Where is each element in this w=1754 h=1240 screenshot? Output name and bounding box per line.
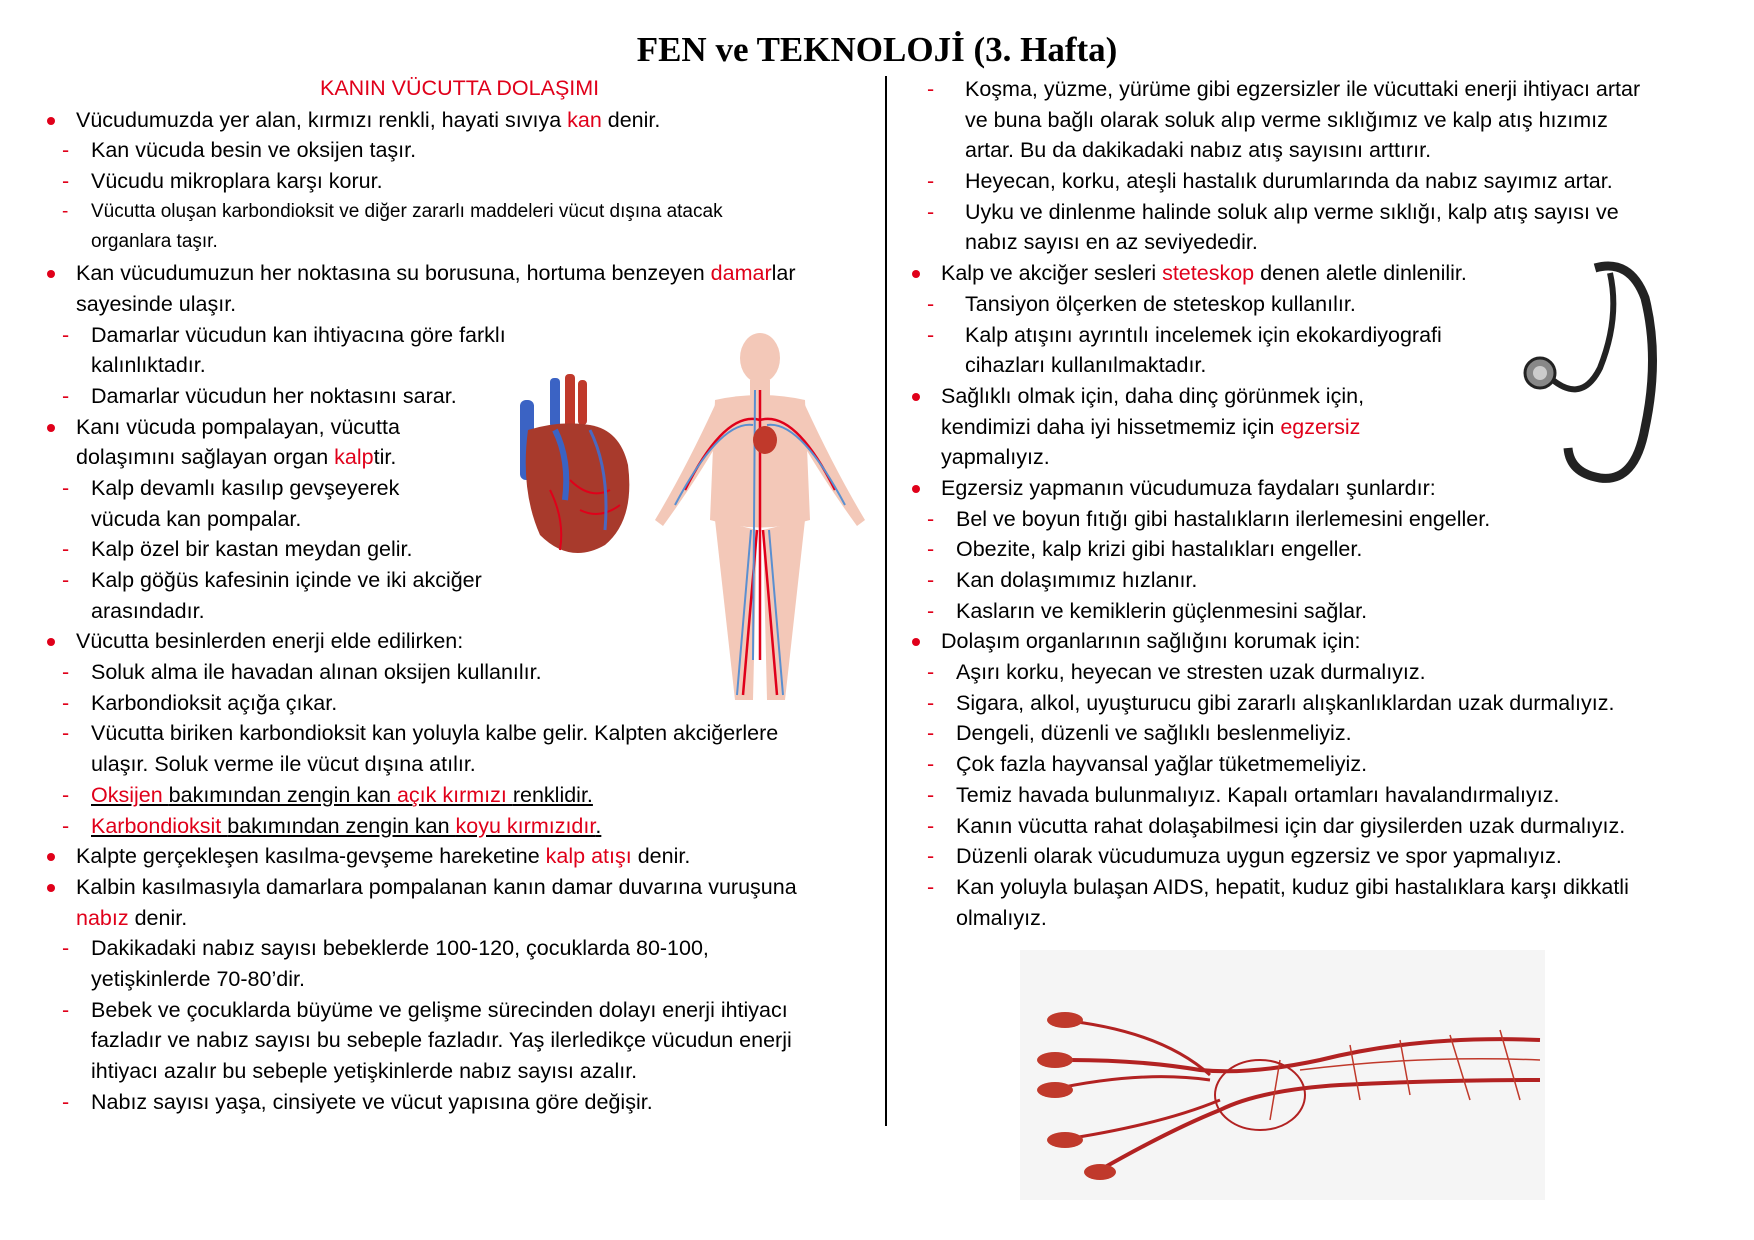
list-item: - Karbondioksit açığa çıkar. [45, 688, 845, 719]
list-item-continued: yapmalıyız. [941, 445, 1050, 470]
list-item-continued: dolaşımını sağlayan organ kalptir. [76, 445, 397, 470]
section-title: KANIN VÜCUTTA DOLAŞIMI [320, 76, 600, 100]
list-item: - Kan dolaşımımız hızlanır. [910, 565, 1710, 596]
list-item: - Bel ve boyun fıtığı gibi hastalıkların ilerlemesini engeller. [910, 504, 1710, 535]
list-item: - Kan yoluyla bulaşan AIDS, hepatit, kuduz gibi hastalıklara karşı dikkatli [910, 872, 1710, 903]
list-item-continued: sayesinde ulaşır. [76, 291, 237, 316]
page-title: FEN ve TEKNOLOJİ (3. Hafta) [636, 30, 1118, 69]
list-item-continued: nabız denir. [76, 905, 188, 930]
column-divider [885, 76, 887, 1126]
human-circulatory-system-icon [645, 330, 875, 705]
list-item: - Vücudu mikroplara karşı korur. [45, 166, 845, 197]
list-item-continued: ihtiyacı azalır bu sebeple yetişkinlerde nabız sayısı azalır. [91, 1059, 638, 1083]
heart-illustration-icon [510, 370, 640, 565]
list-item: - Vücutta oluşan karbondioksit ve diğer zararlı maddeleri vücut dışına atacak [45, 197, 845, 228]
list-item: - Kasların ve kemiklerin güçlenmesini sağlar. [910, 596, 1710, 627]
list-item-continued: yetişkinlerde 70-80’dir. [91, 966, 305, 991]
list-item: Vücudumuzda yer alan, kırmızı renkli, hayati sıvıya kan denir. [45, 105, 845, 136]
list-item: - Vücutta biriken karbondioksit kan yoluyla kalbe gelir. Kalpten akciğerlere [45, 718, 845, 749]
list-item: - Uyku ve dinlenme halinde soluk alıp verme sıklığı, kalp atış sayısı ve [910, 197, 1710, 228]
list-item-continued: ve buna bağlı olarak soluk alıp verme sıklığımız ve kalp atış hızımız [965, 107, 1608, 132]
list-item-continued: ulaşır. Soluk verme ile vücut dışına atılır. [91, 752, 476, 777]
list-item: - Kalp özel bir kastan meydan gelir. [45, 534, 845, 565]
list-item-continued: olmalıyız. [956, 905, 1047, 930]
list-item: Kalbin kasılmasıyla damarlara pompalanan kanın damar duvarına vuruşuna [45, 872, 845, 903]
list-item: - Oksijen bakımından zengin kan açık kırmızı renklidir. [45, 780, 845, 811]
list-item: - Aşırı korku, heyecan ve stresten uzak durmalıyız. [910, 657, 1710, 688]
list-item: Dolaşım organlarının sağlığını korumak için: [910, 626, 1710, 657]
list-item-continued: fazladır ve nabız sayısı bu sebeple fazladır. Yaş ilerledikçe vücudun enerji [91, 1028, 792, 1053]
list-item-continued: organlara taşır. [91, 231, 218, 253]
list-item-continued: artar. Bu da dakikadaki nabız atış sayısını arttırır. [965, 138, 1432, 163]
stethoscope-illustration-icon [1500, 258, 1670, 498]
list-item: - Sigara, alkol, uyuşturucu gibi zararlı alışkanlıklardan uzak durmalıyız. [910, 688, 1710, 719]
list-item: - Temiz havada bulunmalıyız. Kapalı ortamları havalandırmalıyız. [910, 780, 1710, 811]
list-item: - Dakikadaki nabız sayısı bebeklerde 100-120, çocuklarda 80-100, [45, 933, 845, 964]
list-item: Kan vücudumuzun her noktasına su borusuna, hortuma benzeyen damarlar [45, 258, 845, 289]
list-item: - Düzenli olarak vücudumuza uygun egzersiz ve spor yapmalıyız. [910, 841, 1710, 872]
list-item-continued: arasındadır. [91, 598, 205, 623]
list-item: Kalp ve akciğer sesleri steteskop denen aletle dinlenilir. [910, 258, 1710, 289]
list-item: Vücutta besinlerden enerji elde edilirken: [45, 626, 845, 657]
list-item: - Nabız sayısı yaşa, cinsiyete ve vücut yapısına göre değişir. [45, 1087, 845, 1118]
list-item: - Heyecan, korku, ateşli hastalık durumlarında da nabız sayımız artar. [910, 166, 1710, 197]
list-item: Egzersiz yapmanın vücudumuza faydaları şunlardır: [910, 473, 1710, 504]
list-item: - Bebek ve çocuklarda büyüme ve gelişme sürecinden dolayı enerji ihtiyacı [45, 995, 845, 1026]
list-item: - Kanın vücutta rahat dolaşabilmesi için dar giysilerden uzak durmalıyız. [910, 811, 1710, 842]
list-item: - Soluk alma ile havadan alınan oksijen kullanılır. [45, 657, 845, 688]
list-item: - Koşma, yüzme, yürüme gibi egzersizler ile vücuttaki enerji ihtiyacı artar [910, 74, 1710, 105]
list-item: - Damarlar vücudun kan ihtiyacına göre farklı [45, 320, 845, 351]
list-item: - Dengeli, düzenli ve sağlıklı beslenmeliyiz. [910, 718, 1710, 749]
list-item-continued: vücuda kan pompalar. [91, 506, 302, 531]
list-item-continued: cihazları kullanılmaktadır. [965, 353, 1207, 378]
list-item-continued: kendimizi daha iyi hissetmemiz için egzersiz [941, 414, 1361, 439]
arm-blood-vessels-illustration-icon [1020, 950, 1545, 1200]
list-item: - Tansiyon ölçerken de steteskop kullanılır. [910, 289, 1710, 320]
list-item: - Kalp atışını ayrıntılı incelemek için ekokardiyografi [910, 320, 1710, 351]
list-item: - Kan vücuda besin ve oksijen taşır. [45, 135, 845, 166]
list-item: Kalpte gerçekleşen kasılma-gevşeme hareketine kalp atışı denir. [45, 841, 845, 872]
list-item: Sağlıklı olmak için, daha dinç görünmek için, [910, 381, 1710, 412]
list-item: Kanı vücuda pompalayan, vücutta [45, 412, 845, 443]
list-item-continued: nabız sayısı en az seviyededir. [965, 230, 1258, 255]
list-item: - Kalp göğüs kafesinin içinde ve iki akciğer [45, 565, 845, 596]
list-item: - Karbondioksit bakımından zengin kan koyu kırmızıdır. [45, 811, 845, 842]
right-column [910, 74, 1710, 933]
list-item: - Çok fazla hayvansal yağlar tüketmemeliyiz. [910, 749, 1710, 780]
list-item-continued: kalınlıktadır. [91, 353, 206, 378]
list-item: - Obezite, kalp krizi gibi hastalıkları engeller. [910, 534, 1710, 565]
list-item: - Kalp devamlı kasılıp gevşeyerek [45, 473, 845, 504]
list-item: - Damarlar vücudun her noktasını sarar. [45, 381, 845, 412]
